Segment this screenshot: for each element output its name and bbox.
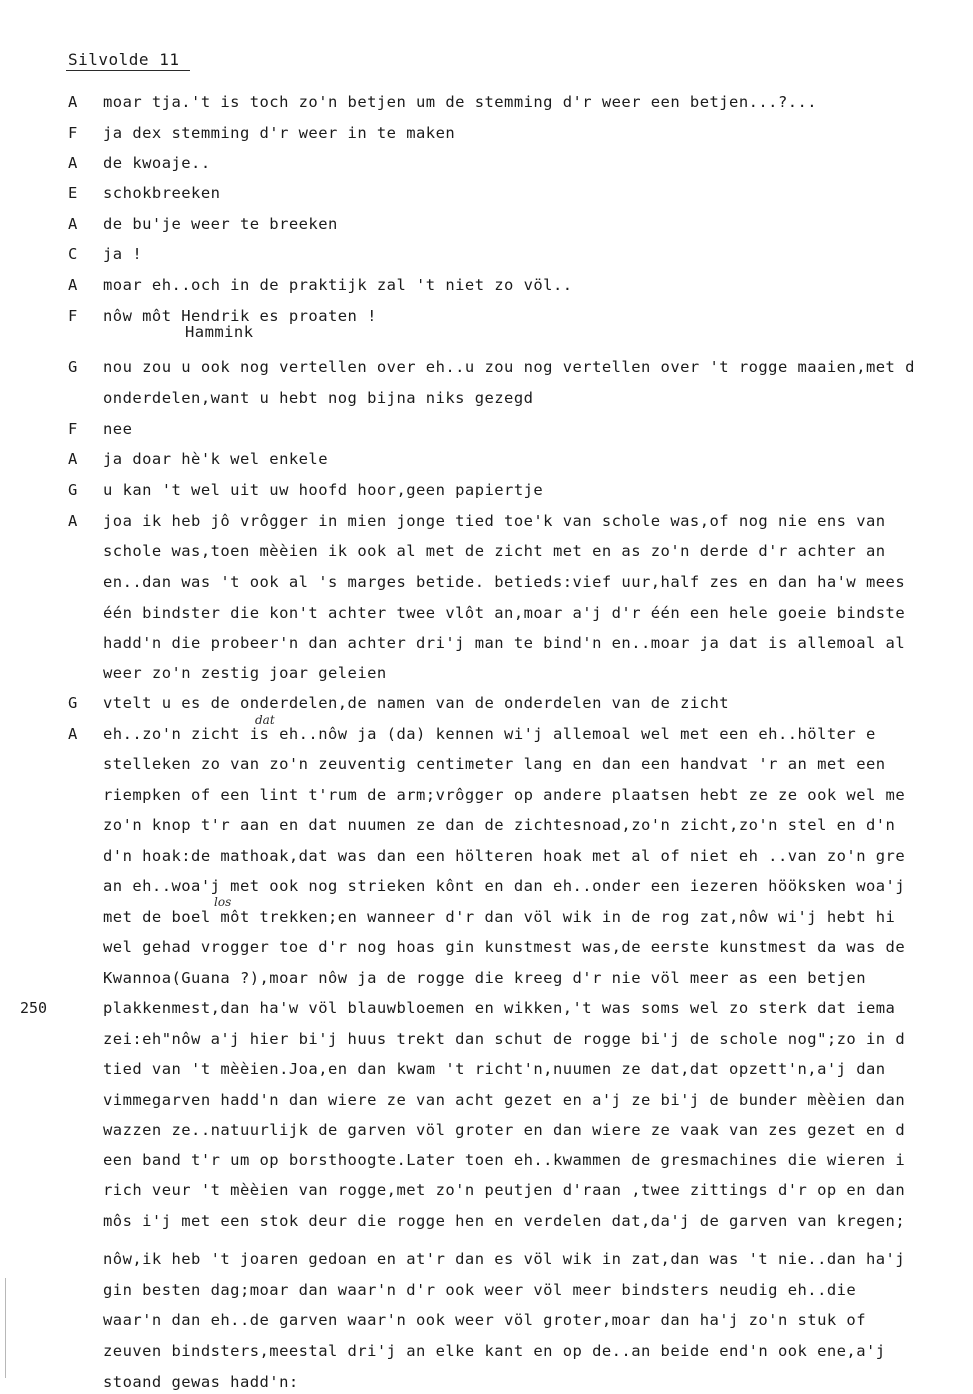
transcript-line (0, 935, 973, 959)
transcript-text: Hammink (185, 323, 254, 341)
transcript-text: zei:eh"nôw a'j hier bi'j huus trekt dan schut de rogge bi'j de schole nog";zo in d (103, 1030, 906, 1048)
transcript-text: weer zo'n zestig joar geleien (103, 664, 387, 682)
speaker-label: A (68, 450, 78, 468)
speaker-label: A (68, 93, 78, 111)
transcript-line (0, 570, 973, 594)
transcript-line (0, 121, 973, 145)
margin-number: 250 (20, 999, 48, 1017)
speaker-label: A (68, 215, 78, 233)
transcript-text: wazzen ze..natuurlijk de garven völ groter en dan wiere ze vaak van zes gezet en d (103, 1121, 906, 1139)
transcript-line (0, 478, 973, 502)
transcript-text: zo'n knop t'r aan en dat nuumen ze dan de zichtesnoad,zo'n zicht,zo'n stel en d'n (103, 816, 896, 834)
transcript-text: zeuven bindsters,meestal dri'j an elke kant en op de..an beide end'n ook ene,a'j (103, 1342, 886, 1360)
transcript-text: ja dex stemming d'r weer in te maken (103, 124, 456, 142)
transcript-line (0, 539, 973, 563)
speaker-label: F (68, 124, 78, 142)
transcript-line (0, 1247, 973, 1271)
transcript-text: rich veur 't mèèien van rogge,met zo'n peutjen d'raan ,twee zittings d'r op en dan (103, 1181, 906, 1199)
transcript-text: tied van 't mèèien.Joa,en dan kwam 't richt'n,nuumen ze dat,dat opzett'n,a'j dan (103, 1060, 886, 1078)
speaker-label: E (68, 184, 78, 202)
speaker-label: A (68, 512, 78, 530)
speaker-label: G (68, 358, 78, 376)
speaker-label: A (68, 154, 78, 172)
transcript-text: vimmegarven hadd'n dan wiere ze van acht gezet en a'j ze bi'j de bunder mèèien dan (103, 1091, 906, 1109)
transcript-line (0, 1209, 973, 1233)
transcript-text: moar eh..och in de praktijk zal 't niet zo völ.. (103, 276, 573, 294)
transcript-text: riempken of een lint t'rum de arm;vrôgger op andere plaatsen hebt ze ze ook wel me (103, 786, 906, 804)
transcript-line (0, 324, 973, 348)
transcript-line (0, 631, 973, 655)
speaker-label: A (68, 725, 78, 743)
transcript-line (0, 752, 973, 776)
handwritten-annotation: los (214, 895, 232, 909)
transcript-line (0, 1370, 973, 1394)
transcript-line (0, 181, 973, 205)
transcript-text: stelleken zo van zo'n zeuventig centimeter lang en dan een handvat 'r an met een (103, 755, 886, 773)
transcript-line (0, 90, 973, 114)
transcript-text: een band t'r um op borsthoogte.Later toen eh..kwammen de gresmachines die wieren i (103, 1151, 906, 1169)
transcript-line (0, 509, 973, 533)
transcript-text: Kwannoa(Guana ?),moar nôw ja de rogge die kreeg d'r nie völ meer as een betjen (103, 969, 866, 987)
transcript-text: wel gehad vrogger toe d'r nog hoas gin kunstmest was,de eerste kunstmest da was de (103, 938, 906, 956)
transcript-text: schokbreeken (103, 184, 221, 202)
transcript-text: nou zou u ook nog vertellen over eh..u zou nog vertellen over 't rogge maaien,met d (103, 358, 915, 376)
transcript-text: de bu'je weer te breeken (103, 215, 338, 233)
transcript-text: nee (103, 420, 133, 438)
transcript-line (0, 844, 973, 868)
transcript-text: en..dan was 't ook al 's marges betide. betieds:vief uur,half zes en dan ha'w mees (103, 573, 906, 591)
transcript-line (0, 783, 973, 807)
transcript-text: môs i'j met een stok deur die rogge hen en verdelen dat,da'j de garven van kregen; (103, 1212, 906, 1230)
transcript-line (0, 151, 973, 175)
transcript-line (0, 1118, 973, 1142)
transcript-text: nôw môt Hendrik es proaten ! (103, 307, 377, 325)
transcript-text: an eh..woa'j met ook nog strieken kônt en dan eh..onder een iezeren hööksken woa'j (103, 877, 906, 895)
speaker-label: C (68, 245, 78, 263)
transcript-line (0, 722, 973, 746)
transcript-text: vtelt u es de onderdelen,de namen van de onderdelen van de zicht (103, 694, 730, 712)
transcript-line (0, 212, 973, 236)
transcript-line (0, 1339, 973, 1363)
transcript-text: onderdelen,want u hebt nog bijna niks gezegd (103, 389, 534, 407)
speaker-label: F (68, 307, 78, 325)
transcript-text: moar tja.'t is toch zo'n betjen um de stemming d'r weer een betjen...?... (103, 93, 818, 111)
transcript-line (0, 601, 973, 625)
title-underline (66, 70, 190, 71)
transcript-text: met de boel môt trekken;en wanneer d'r dan völ wik in de rog zat,nôw wi'j hebt hi (103, 908, 896, 926)
transcript-line (0, 966, 973, 990)
document-title: Silvolde 11 (68, 50, 180, 69)
transcript-text: eh..zo'n zicht is eh..nôw ja (da) kennen wi'j allemoal wel met een eh..hölter e (103, 725, 876, 743)
transcript-text: ja doar hè'k wel enkele (103, 450, 328, 468)
transcript-text: ja ! (103, 245, 143, 263)
transcript-line (0, 1178, 973, 1202)
transcript-line (0, 386, 973, 410)
transcript-line (0, 661, 973, 685)
transcript-line (0, 1308, 973, 1332)
transcript-line (0, 417, 973, 441)
transcript-text: hadd'n die probeer'n dan achter dri'j man te bind'n en..moar ja dat is allemoal al (103, 634, 906, 652)
transcript-text: waar'n dan eh..de garven waar'n ook weer völ groter,moar dan ha'j zo'n stuk of (103, 1311, 866, 1329)
speaker-label: G (68, 481, 78, 499)
transcript-line (0, 1088, 973, 1112)
transcript-text: joa ik heb jô vrôgger in mien jonge tied toe'k van schole was,of nog nie ens van (103, 512, 886, 530)
transcript-text: u kan 't wel uit uw hoofd hoor,geen papiertje (103, 481, 544, 499)
transcript-text: de kwoaje.. (103, 154, 211, 172)
transcript-line (0, 355, 973, 379)
margin-rule (5, 1278, 6, 1378)
transcript-line (0, 1278, 973, 1302)
transcript-line (0, 1148, 973, 1172)
transcript-text: d'n hoak:de mathoak,dat was dan een hölteren hoak met al of niet eh ..van zo'n gre (103, 847, 906, 865)
transcript-line (0, 1027, 973, 1051)
speaker-label: F (68, 420, 78, 438)
transcript-line (0, 691, 973, 715)
transcript-text: plakkenmest,dan ha'w völ blauwbloemen en wikken,'t was soms wel zo sterk dat iema (103, 999, 896, 1017)
transcript-line (0, 905, 973, 929)
transcript-line (0, 1057, 973, 1081)
transcript-line (0, 874, 973, 898)
transcript-line (0, 273, 973, 297)
transcript-line (0, 447, 973, 471)
speaker-label: A (68, 276, 78, 294)
transcript-line (0, 242, 973, 266)
transcript-text: schole was,toen mèèien ik ook al met de zicht met en as zo'n derde d'r achter an (103, 542, 886, 560)
transcript-text: één bindster die kon't achter twee vlôt an,moar a'j d'r één een hele goeie bindste (103, 604, 906, 622)
transcript-line (0, 813, 973, 837)
transcript-text: stoand gewas hadd'n: (103, 1373, 299, 1391)
transcript-line (0, 996, 973, 1020)
transcript-text: nôw,ik heb 't joaren gedoan en at'r dan es völ wik in zat,dan was 't nie..dan ha'j (103, 1250, 906, 1268)
transcript-text: gin besten dag;moar dan waar'n d'r ook weer völ meer bindsters neudig eh..die (103, 1281, 857, 1299)
handwritten-annotation: dat (255, 713, 275, 727)
speaker-label: G (68, 694, 78, 712)
